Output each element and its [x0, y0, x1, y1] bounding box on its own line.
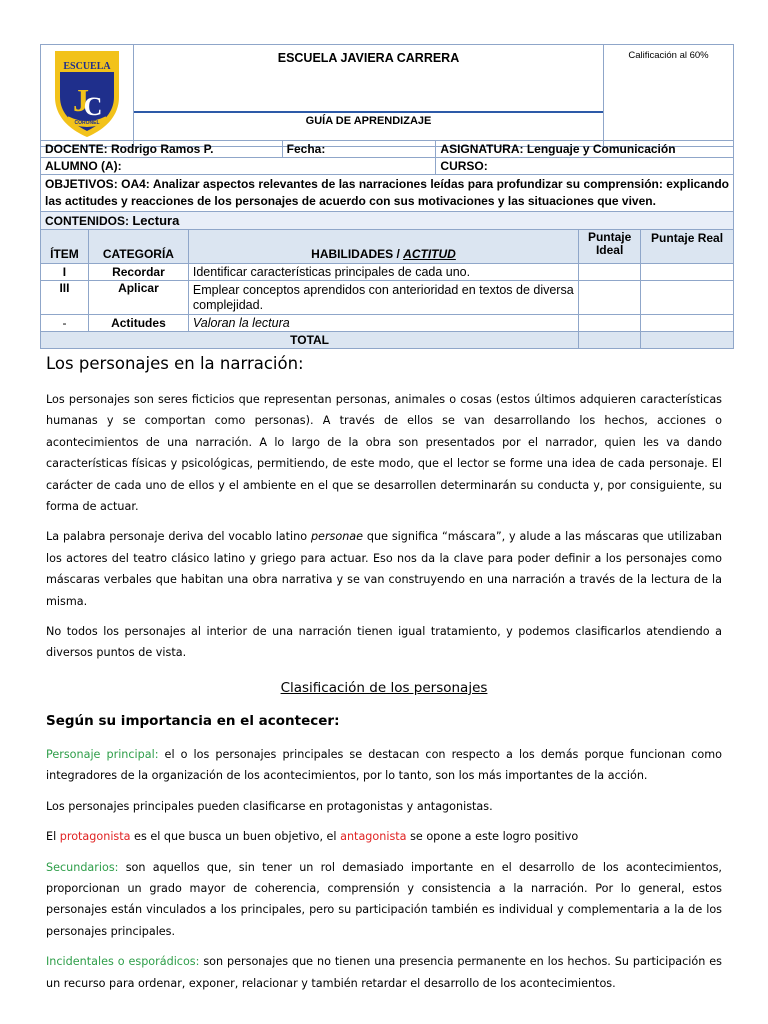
- total-row: [41, 332, 734, 349]
- row-ideal-score[interactable]: [579, 315, 641, 332]
- col-attitude-label: ACTITUD: [403, 247, 456, 261]
- col-real-score: Puntaje Real: [641, 230, 734, 264]
- teacher-field: DOCENTE: Rodrigo Ramos P.: [41, 141, 283, 158]
- row-real-score[interactable]: [641, 264, 734, 281]
- svg-text:C: C: [83, 92, 103, 121]
- paragraph-secondary: [46, 857, 722, 943]
- text-span: son personajes que no tienen una presencia permanente en los hechos. Su participación es un recurso para ordenar, exponer, relacionar y también retardar el desarrollo de los acontecimientos.: [46, 955, 722, 990]
- classification-title: Clasificación de los personajes: [280, 679, 488, 696]
- objectives-label: OBJETIVOS: [45, 177, 114, 191]
- row-item: I: [41, 264, 89, 281]
- section-title: Los personajes en la narración:: [46, 354, 304, 373]
- logo-cell: [41, 45, 134, 147]
- total-label: TOTAL: [41, 332, 579, 349]
- row-category: Recordar: [88, 264, 188, 281]
- text-span: el o los personajes principales se destacan con respecto a los demás porque funcionan como integradores de la organización de los acontecimientos, por lo tanto, son los más importantes de la acción.: [46, 747, 722, 783]
- row-ideal-score[interactable]: [579, 281, 641, 315]
- svg-text:J: J: [73, 82, 89, 118]
- row-item: III: [41, 281, 89, 315]
- row-real-score[interactable]: [641, 315, 734, 332]
- paragraph-treatment: No todos los personajes al interior de una narración tienen igual tratamiento, y podemos clasificarlos atendiendo a diversos puntos de vista.: [46, 625, 722, 660]
- col-ideal-score: Puntaje Ideal: [579, 230, 641, 264]
- principal-label: Personaje principal:: [46, 747, 159, 761]
- table-row: [41, 281, 734, 315]
- row-skill: Valoran la lectura: [188, 315, 578, 332]
- date-field[interactable]: Fecha:: [282, 141, 436, 158]
- table-row: [41, 264, 734, 281]
- total-ideal-score[interactable]: [579, 332, 641, 349]
- col-item: ÍTEM: [41, 230, 89, 264]
- row-category: Aplicar: [88, 281, 188, 315]
- contents-value: Lectura: [132, 213, 180, 228]
- course-field[interactable]: CURSO:: [436, 158, 734, 175]
- student-info-table: [40, 140, 734, 230]
- contents-cell: [41, 212, 734, 230]
- incidental-label: Incidentales o esporádicos:: [46, 955, 200, 969]
- document-body: [46, 354, 722, 1003]
- objectives-cell: [41, 175, 734, 212]
- row-ideal-score[interactable]: [579, 264, 641, 281]
- paragraph-definition: Los personajes son seres ficticios que representan personas, animales o cosas (estos últimos adquieren características humanas y se comportan como personas). A través de ellos se van desarrollando los hechos, acciones o acontecimientos de una narración. A lo largo de la obra son presentados por el narrador, quien les va dando características físicas y psicológicas, permitiendo, de este modo, que el lector se forme una idea de cada personaje. El carácter de cada uno de ellos y el ambiente en el que se desarrollen determinarán su conducta y, por consiguiente, su forma de actuar.: [46, 393, 722, 514]
- paragraph-incidental: [46, 951, 722, 994]
- school-name: ESCUELA JAVIERA CARRERA: [277, 51, 460, 65]
- contents-label: CONTENIDOS:: [45, 214, 129, 228]
- row-skill: Identificar características principales de cada uno.: [188, 264, 578, 281]
- row-item: -: [41, 315, 89, 332]
- row-category: Actitudes: [88, 315, 188, 332]
- protagonist-term: protagonista: [59, 830, 131, 844]
- school-crest-icon: [41, 45, 133, 141]
- subject-field: ASIGNATURA: Lenguaje y Comunicación: [436, 141, 734, 158]
- antagonist-term: antagonista: [340, 830, 407, 844]
- objectives-text: : OA4: Analizar aspectos relevantes de las narraciones leídas para profundizar su comprensión: explicando las actitudes y reacciones de los personajes de acuerdo con sus motivaciones y las situaciones que viven.: [45, 177, 729, 208]
- col-category: CATEGORÍA: [88, 230, 188, 264]
- paragraph-etymology: [46, 526, 722, 612]
- svg-text:ESCUELA: ESCUELA: [63, 61, 111, 72]
- grade-cell: [604, 45, 734, 147]
- school-title-cell: [134, 45, 604, 147]
- total-real-score[interactable]: [641, 332, 734, 349]
- guide-title: GUÍA DE APRENDIZAJE: [305, 115, 432, 127]
- text-span: es el que busca un buen objetivo, el: [130, 830, 341, 844]
- text-span: son aquellos que, sin tener un rol demasiado importante en el desarrollo de los acontecimientos, proporcionan un grado mayor de coherencia, comprensión y consistencia a la narración. Por lo general, estos personajes están vinculados a los principales, pero su participación también es individual y complementaria a la de los personajes principales.: [46, 860, 722, 938]
- skills-table: [40, 229, 734, 349]
- secondary-label: Secundarios:: [46, 860, 119, 874]
- row-skill: Emplear conceptos aprendidos con anterioridad en textos de diversa complejidad.: [188, 281, 578, 315]
- text-span: se opone a este logro positivo: [406, 830, 579, 844]
- paragraph-protagonist: [46, 826, 722, 847]
- importance-subtitle: Según su importancia en el acontecer:: [46, 712, 340, 729]
- student-field[interactable]: ALUMNO (A):: [41, 158, 436, 175]
- text-span: que significa “máscara”, y alude a las máscaras que utilizaban los actores del teatro clásico latino y griego para actuar. Eso nos da la clave para poder definir a los personajes como máscaras verbales que habitan una obra narrativa y se van construyendo en una narración a través de la lectura de la misma.: [46, 530, 723, 608]
- table-row: [41, 315, 734, 332]
- col-skills-label: HABILIDADES /: [311, 247, 400, 261]
- text-span: El: [46, 830, 60, 844]
- paragraph-principal: [46, 744, 722, 787]
- title-divider: [134, 111, 603, 113]
- header-table: [40, 44, 734, 147]
- col-skills: [188, 230, 578, 264]
- paragraph-classification: Los personajes principales pueden clasificarse en protagonistas y antagonistas.: [46, 799, 493, 813]
- grade-label: Calificación al 60%: [628, 50, 709, 61]
- svg-text:CORONEL: CORONEL: [74, 120, 100, 126]
- italic-term: personae: [310, 530, 364, 544]
- text-span: La palabra personaje deriva del vocablo latino: [46, 530, 311, 544]
- row-real-score[interactable]: [641, 281, 734, 315]
